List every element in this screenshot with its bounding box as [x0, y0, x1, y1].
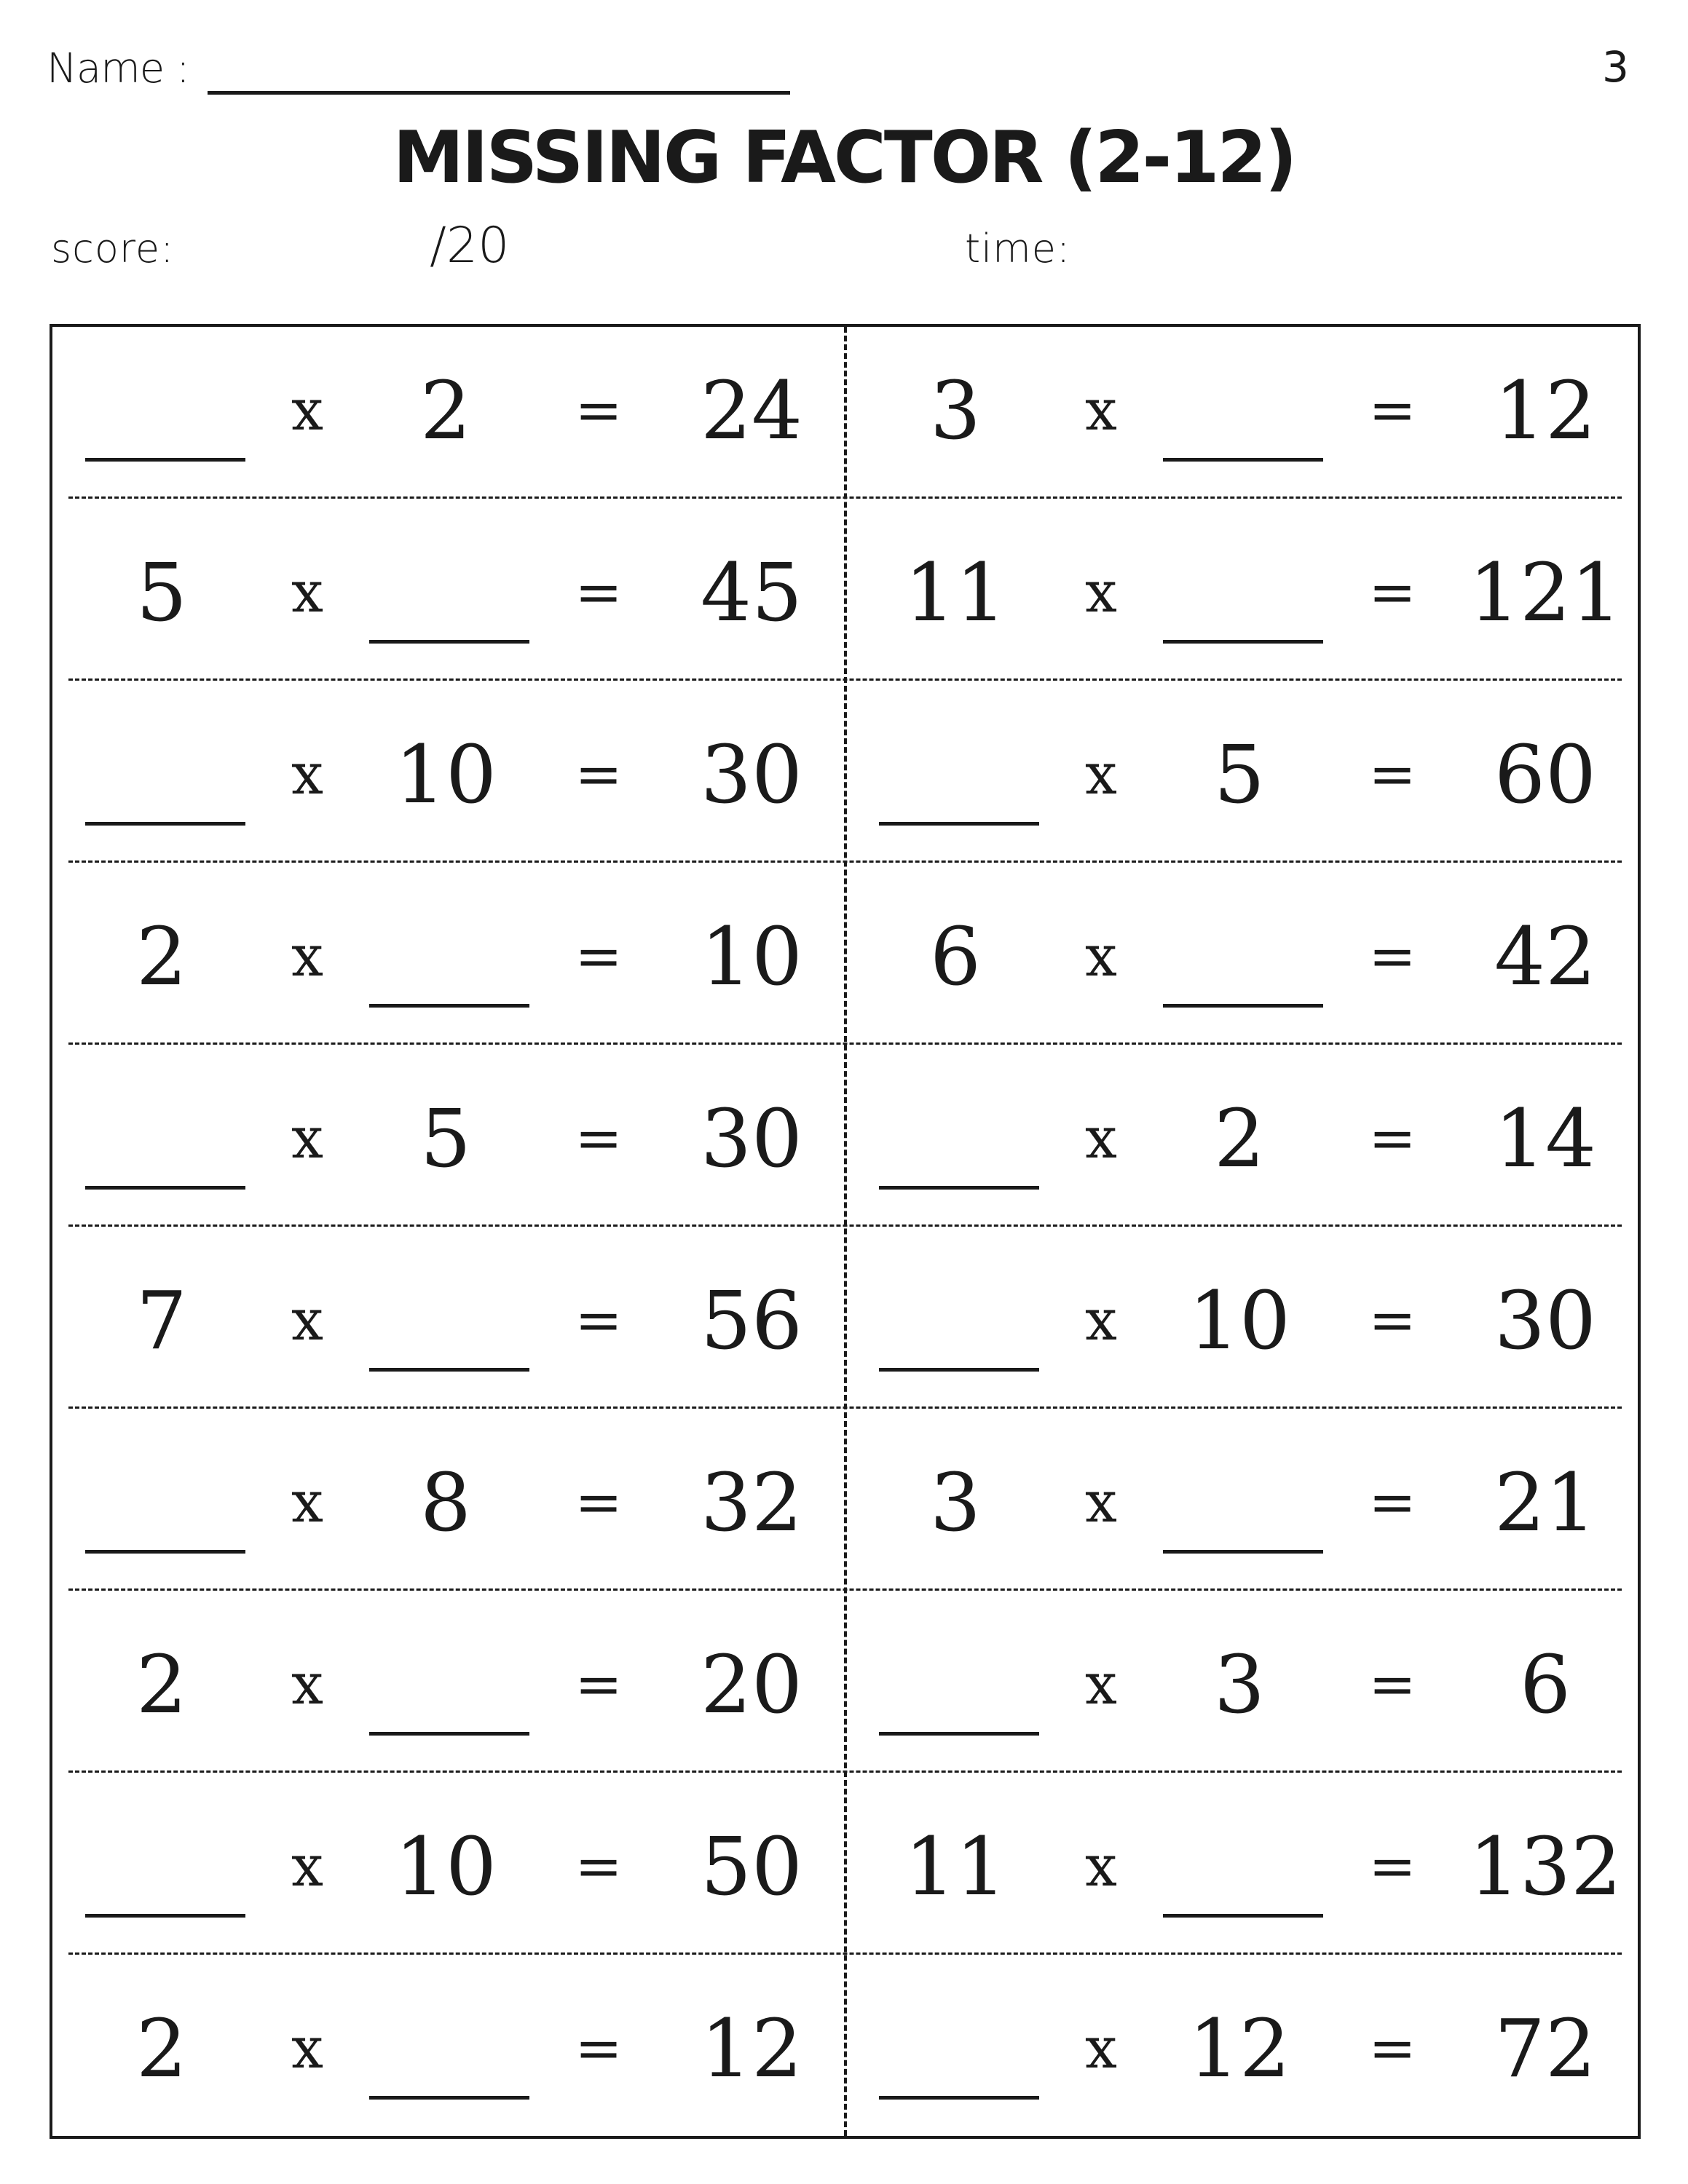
times-sign: x	[1085, 560, 1117, 625]
answer-blank[interactable]	[879, 1368, 1039, 1372]
problem-item	[846, 1230, 1638, 1412]
product-value: 14	[1494, 1092, 1596, 1185]
equals-sign: =	[1368, 560, 1416, 625]
answer-blank[interactable]	[369, 1732, 529, 1736]
factor-value: 6	[930, 910, 981, 1003]
problem-item	[846, 1594, 1638, 1776]
product-value: 121	[1469, 546, 1622, 639]
times-sign: x	[291, 1288, 323, 1353]
page-number: 3	[1602, 42, 1629, 92]
equals-sign: =	[1368, 1652, 1416, 1717]
factor-value: 5	[1214, 728, 1265, 821]
name-label: Name :	[47, 45, 189, 92]
factor-value: 11	[904, 1820, 1006, 1913]
product-value: 12	[1494, 364, 1596, 457]
problem-item	[846, 866, 1638, 1048]
problem-item	[846, 1776, 1638, 1958]
problem-item	[846, 1412, 1638, 1594]
equals-sign: =	[1368, 2016, 1416, 2081]
product-value: 20	[701, 1638, 802, 1731]
answer-blank[interactable]	[1163, 1550, 1323, 1554]
factor-value: 2	[420, 364, 471, 457]
product-value: 12	[701, 2002, 802, 2095]
answer-blank[interactable]	[879, 822, 1039, 826]
answer-blank[interactable]	[1163, 640, 1323, 644]
equals-sign: =	[575, 924, 623, 989]
equals-sign: =	[575, 2016, 623, 2081]
product-value: 60	[1494, 728, 1596, 821]
factor-value: 12	[1188, 2002, 1290, 2095]
answer-blank[interactable]	[85, 1550, 245, 1554]
factor-value: 10	[395, 1820, 497, 1913]
factor-value: 2	[136, 910, 187, 1003]
product-value: 32	[701, 1456, 802, 1549]
factor-value: 2	[1214, 1092, 1265, 1185]
times-sign: x	[1085, 742, 1117, 807]
answer-blank[interactable]	[1163, 1914, 1323, 1918]
factor-value: 2	[136, 2002, 187, 2095]
factor-value: 5	[420, 1092, 471, 1185]
equals-sign: =	[575, 742, 623, 807]
times-sign: x	[1085, 1470, 1117, 1535]
problem-item	[846, 1958, 1638, 2140]
times-sign: x	[291, 742, 323, 807]
answer-blank[interactable]	[85, 1914, 245, 1918]
product-value: 132	[1469, 1820, 1622, 1913]
factor-value: 3	[930, 1456, 981, 1549]
answer-blank[interactable]	[369, 1368, 529, 1372]
score-total: /20	[430, 217, 510, 274]
answer-blank[interactable]	[879, 1186, 1039, 1190]
problem-item	[52, 1594, 844, 1776]
product-value: 6	[1520, 1638, 1571, 1731]
equals-sign: =	[575, 1470, 623, 1535]
product-value: 42	[1494, 910, 1596, 1003]
times-sign: x	[1085, 1834, 1117, 1899]
times-sign: x	[1085, 1106, 1117, 1171]
problem-item	[52, 1776, 844, 1958]
times-sign: x	[291, 378, 323, 443]
times-sign: x	[291, 560, 323, 625]
equals-sign: =	[1368, 378, 1416, 443]
problem-item	[52, 866, 844, 1048]
product-value: 50	[701, 1820, 802, 1913]
factor-value: 8	[420, 1456, 471, 1549]
problem-item	[52, 1230, 844, 1412]
equals-sign: =	[1368, 1288, 1416, 1353]
times-sign: x	[1085, 924, 1117, 989]
product-value: 45	[701, 546, 802, 639]
times-sign: x	[1085, 2016, 1117, 2081]
problem-item	[846, 1048, 1638, 1230]
product-value: 30	[1494, 1274, 1596, 1367]
equals-sign: =	[1368, 1106, 1416, 1171]
time-label: time:	[965, 226, 1071, 272]
product-value: 56	[701, 1274, 802, 1367]
problem-grid	[50, 324, 1641, 2139]
equals-sign: =	[1368, 742, 1416, 807]
problem-item	[846, 320, 1638, 502]
times-sign: x	[291, 1652, 323, 1717]
name-field[interactable]	[208, 91, 790, 95]
factor-value: 10	[1188, 1274, 1290, 1367]
answer-blank[interactable]	[879, 2096, 1039, 2100]
problem-item	[52, 684, 844, 866]
times-sign: x	[291, 2016, 323, 2081]
equals-sign: =	[575, 1834, 623, 1899]
times-sign: x	[291, 1470, 323, 1535]
answer-blank[interactable]	[1163, 1004, 1323, 1008]
product-value: 24	[701, 364, 802, 457]
answer-blank[interactable]	[369, 1004, 529, 1008]
factor-value: 5	[136, 546, 187, 639]
product-value: 30	[701, 1092, 802, 1185]
equals-sign: =	[575, 1106, 623, 1171]
equals-sign: =	[575, 1288, 623, 1353]
answer-blank[interactable]	[85, 458, 245, 462]
factor-value: 3	[930, 364, 981, 457]
problem-item	[52, 1048, 844, 1230]
equals-sign: =	[1368, 924, 1416, 989]
product-value: 30	[701, 728, 802, 821]
factor-value: 10	[395, 728, 497, 821]
product-value: 10	[701, 910, 802, 1003]
answer-blank[interactable]	[85, 822, 245, 826]
times-sign: x	[1085, 378, 1117, 443]
problem-item	[52, 1412, 844, 1594]
factor-value: 2	[136, 1638, 187, 1731]
times-sign: x	[1085, 1652, 1117, 1717]
page-title: MISSING FACTOR (2-12)	[393, 116, 1295, 199]
factor-value: 7	[136, 1274, 187, 1367]
equals-sign: =	[575, 1652, 623, 1717]
answer-blank[interactable]	[369, 2096, 529, 2100]
problem-item	[52, 1958, 844, 2140]
times-sign: x	[1085, 1288, 1117, 1353]
product-value: 72	[1494, 2002, 1596, 2095]
problem-item	[846, 502, 1638, 684]
times-sign: x	[291, 1834, 323, 1899]
problem-item	[846, 684, 1638, 866]
answer-blank[interactable]	[1163, 458, 1323, 462]
factor-value: 11	[904, 546, 1006, 639]
factor-value: 3	[1214, 1638, 1265, 1731]
score-label: score:	[51, 226, 175, 272]
equals-sign: =	[575, 378, 623, 443]
equals-sign: =	[575, 560, 623, 625]
problem-item	[52, 502, 844, 684]
problem-item	[52, 320, 844, 502]
product-value: 21	[1494, 1456, 1596, 1549]
answer-blank[interactable]	[85, 1186, 245, 1190]
times-sign: x	[291, 924, 323, 989]
answer-blank[interactable]	[369, 640, 529, 644]
answer-blank[interactable]	[879, 1732, 1039, 1736]
times-sign: x	[291, 1106, 323, 1171]
equals-sign: =	[1368, 1470, 1416, 1535]
equals-sign: =	[1368, 1834, 1416, 1899]
